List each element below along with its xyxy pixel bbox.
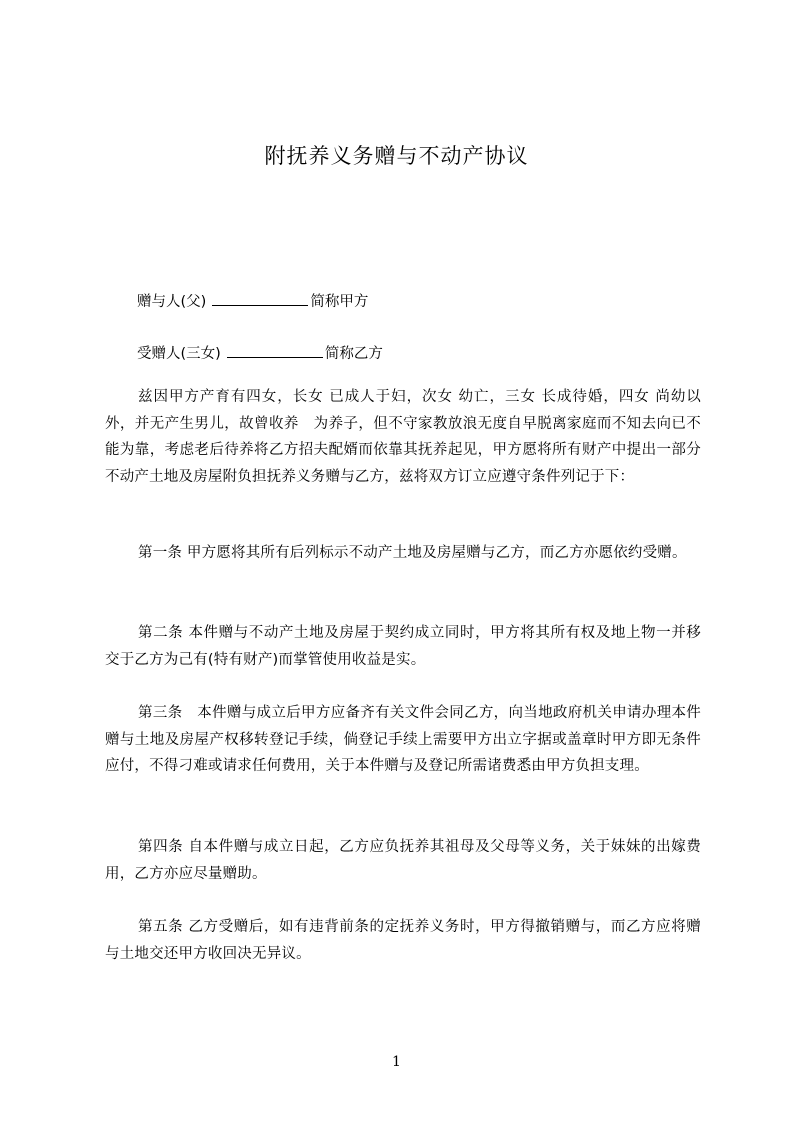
article-4-paragraph: 第四条 自本件赠与成立日起，乙方应负抚养其祖母及父母等义务，关于妹妹的出嫁费用，乙方亦应尽量赠助。 [105, 839, 701, 882]
preamble-paragraph: 兹因甲方产育有四女，长女 已成人于妇，次女 幼亡，三女 长成待婚，四女 尚幼以外，并无产生男儿，故曾收养 为养子，但不守家教放浪无度自早脱离家庭而不知去向已不能为靠，考虑老后待养将乙方招夫配婿而依靠其抚养起见，甲方愿将所有财产中提出一部分不动产土地及房屋附负担抚养义务赠与乙方，兹将双方订立应遵守条件列记于下： [105, 389, 701, 485]
donee-label: 受赠人(三女) [137, 346, 221, 362]
document-title: 附抚养义务赠与不动产协议 [264, 144, 529, 168]
article-3-paragraph: 第三条 本件赠与成立后甲方应备齐有关文件会同乙方，向当地政府机关申请办理本件赠与土地及房屋产权移转登记手续，倘登记手续上需要甲方出立字据或盖章时甲方即无条件应付，不得刁难或请求任何费用，关于本件赠与及登记所需诸费悉由甲方负担支理。 [105, 705, 701, 774]
article-2-paragraph: 第二条 本件赠与不动产土地及房屋于契约成立同时，甲方将其所有权及地上物一并移交于乙方为己有(特有财产)而掌管使用收益是实。 [105, 625, 701, 668]
donor-label: 赠与人(父) [137, 294, 207, 310]
donee-suffix: 简称乙方 [324, 346, 383, 362]
donor-suffix: 简称甲方 [310, 294, 369, 310]
donor-line [137, 291, 368, 312]
article-1-paragraph: 第一条 甲方愿将其所有后列标示不动产土地及房屋赠与乙方，而乙方亦愿依约受赠。 [138, 545, 687, 561]
donee-line [137, 343, 383, 364]
page-number: 1 [392, 1054, 401, 1070]
donee-name-blank [227, 343, 323, 358]
article-5-paragraph: 第五条 乙方受赠后，如有违背前条的定抚养义务时，甲方得撤销赠与，而乙方应将赠与土地交还甲方收回决无异议。 [105, 919, 701, 962]
donor-name-blank [212, 291, 308, 306]
